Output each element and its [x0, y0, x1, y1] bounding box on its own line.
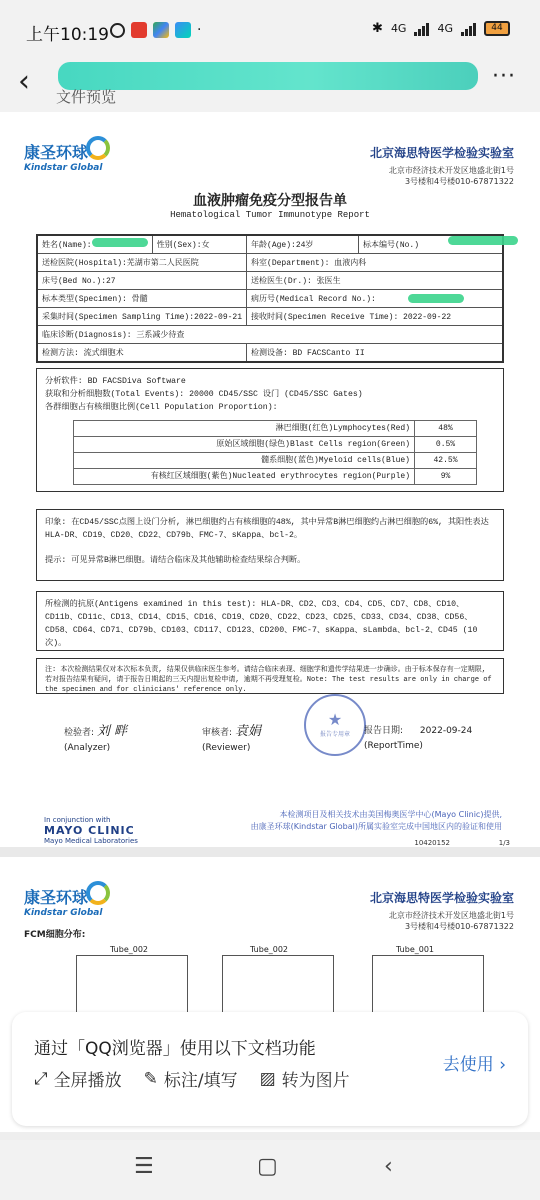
- redaction-mark: [92, 238, 148, 247]
- mayo-clinic-logo: In conjunction with MAYO CLINIC Mayo Medical Laboratories: [44, 816, 138, 845]
- go-use-button[interactable]: 去使用 ›: [442, 1055, 506, 1075]
- lab-header: 北京海思特医学检验实验室 北京市经济技术开发区地盛北街1号 3号楼和4号楼010-67871322: [369, 146, 514, 186]
- redaction-mark: [408, 294, 464, 303]
- more-options-button[interactable]: ···: [492, 64, 516, 89]
- impression-section: 印象: 在CD45/SSC点图上设门分析, 淋巴细胞约占有核细胞的48%, 其中异常B淋巴细胞约占淋巴细胞的6%, 其阳性表达HLA-DR、CD19、CD20、CD22、CD79b、FMC-7、sKappa、bcl-2。 提示: 可见异常B淋巴细胞。请结合临床及其他辅助检查结果综合判断。: [36, 509, 504, 581]
- cell-proportion-table: 淋巴细胞(红色)Lymphocytes(Red) 48% 原始区域细胞(绿色)Blast Cells region(Green) 0.5% 髓系细胞(蓝色)Myeloid cells(Blue) 42.5% 有核红区域细胞(紫色)Nucleated erythrocytes region(Purple) 9%: [73, 420, 477, 485]
- analyzer-signature: 检验者: 刘 畔 (Analyzer): [64, 724, 128, 753]
- flow-plot: [222, 955, 334, 1015]
- kindstar-logo: 康圣环球 Kindstar Global: [24, 140, 102, 173]
- qq-browser-banner: [12, 1012, 528, 1126]
- report-footer: 本检测项目及相关技术由美国梅奥医学中心(Mayo Clinic)提供, 由康圣环球(Kindstar Global)所属实验室完成中国地区内的验证和使用: [250, 810, 502, 831]
- redacted-file-name: [58, 62, 478, 90]
- kindstar-logo: 康圣环球 Kindstar Global: [24, 885, 102, 918]
- app-bar: [0, 60, 540, 112]
- system-nav-bar: [0, 1140, 540, 1200]
- star-icon: ★: [327, 710, 343, 729]
- reviewer-signature: 审核者: 袁娟 (Reviewer): [202, 724, 261, 753]
- recents-button[interactable]: ☰: [134, 1154, 154, 1179]
- flow-plot: [76, 955, 188, 1015]
- battery-icon: 44: [484, 21, 510, 36]
- home-button[interactable]: ▢: [257, 1154, 278, 1179]
- redaction-mark: [448, 236, 518, 245]
- tube-label: Tube_001: [396, 945, 435, 954]
- kindstar-ring-icon: [86, 881, 110, 905]
- note-section: 注: 本次检测结果仅对本次标本负责, 结果仅供临床医生参考。请结合临床表现、细胞学和遗传学结果进一步确诊。由于标本保存有一定期限, 若对报告结果有疑问, 请于报告日期起的三天内提出复检申请, 逾期不再受理复检。Note: The test results are only in charge of the specimen and for clinicians' reference only.: [36, 658, 504, 694]
- page-number: 1/3: [498, 839, 510, 847]
- edit-icon: ✎: [143, 1068, 158, 1089]
- kindstar-ring-icon: [86, 136, 110, 160]
- patient-info-table: 姓名(Name): 性别(Sex):女 年龄(Age):24岁 标本编号(No.) 送检医院(Hospital):芜湖市第二人民医院 科室(Department): 血液内科 床号(Bed No.):27 送检医生(Dr.): 张医生 标本类型(Specimen): 骨髓 病历号(Medical Record No.): 采集时间(Specimen Sampling Time):2022-09-21 接收时间(Specimen Receive Time): 2022-09-22 临床诊断(Diagnosis): 三系减少待查 检测方法: 流式细胞术 检测设备: BD FACSCanto II: [36, 234, 504, 363]
- fullscreen-play-action[interactable]: ⤢ 全屏播放: [34, 1068, 122, 1091]
- document-number: 10420152: [414, 839, 450, 847]
- network-label-2: 4G: [437, 22, 453, 35]
- image-icon: ▨: [259, 1068, 276, 1089]
- signal-icon-2: [461, 22, 476, 36]
- tube-label: Tube_002: [110, 945, 149, 954]
- analysis-section: 分析软件: BD FACSDiva Software 获取和分析细胞数(Total Events): 20000 CD45/SSC 设门 (CD45/SSC Gates) 各群细胞占有核细胞比例(Cell Population Proportion): 淋巴细胞(红色)Lymphocytes(Red) 48% 原始区域细胞(绿色)Blast Cells region(Green) 0.5% 髓系细胞(蓝色)Myeloid cells(Blue) 42.5% 有核红区域细胞(紫色)Nucleated erythrocytes region(Purple) 9%: [36, 368, 504, 492]
- fcm-title: FCM细胞分布:: [24, 930, 86, 940]
- alarm-icon: [110, 23, 125, 38]
- document-viewer[interactable]: [0, 112, 540, 1132]
- back-nav-button[interactable]: ‹: [384, 1154, 393, 1179]
- feishu-icon: [175, 22, 191, 38]
- report-subtitle: Hematological Tumor Immunotype Report: [170, 210, 370, 220]
- report-page-1: [0, 112, 540, 847]
- antigens-section: 所检测的抗原(Antigens examined in this test): HLA-DR、CD2、CD3、CD4、CD5、CD7、CD8、CD10、CD11b、CD11c、CD13、CD14、CD15、CD16、CD19、CD20、CD22、CD23、CD25、CD33、CD34、CD38、CD56、CD58、CD64、CD71、CD79b、CD103、CD117、CD123、CD200、FMC-7、sKappa、sLambda、bcl-2、CD45 (10次)。: [36, 591, 504, 651]
- toutiao-icon: [131, 22, 147, 38]
- network-label: 4G: [390, 22, 407, 35]
- expand-icon: ⤢: [34, 1068, 48, 1089]
- lab-header: 北京海思特医学检验实验室 北京市经济技术开发区地盛北街1号 3号楼和4号楼010-67871322: [369, 891, 514, 931]
- to-image-action[interactable]: ▨ 转为图片: [259, 1068, 350, 1091]
- bluetooth-icon: ✱: [372, 21, 383, 36]
- annotate-action[interactable]: ✎ 标注/填写: [143, 1068, 238, 1091]
- page-subtitle: 文件预览: [56, 88, 117, 106]
- back-button[interactable]: ‹: [18, 64, 30, 99]
- report-seal-stamp: ★ 报告专用章: [304, 694, 366, 756]
- status-time: 上午10:19: [26, 25, 109, 45]
- banner-message: 通过「QQ浏览器」使用以下文档功能: [34, 1039, 316, 1059]
- flow-plot: [372, 955, 484, 1015]
- report-title: 血液肿瘤免疫分型报告单: [193, 193, 347, 209]
- play-store-icon: [153, 22, 169, 38]
- status-bar: 上午10:19 · ✱ 4G 4G 44: [0, 0, 540, 60]
- signal-icon: [414, 22, 429, 36]
- report-date: 报告日期: 2022-09-24 (ReportTime): [364, 726, 473, 751]
- tube-label: Tube_002: [250, 945, 289, 954]
